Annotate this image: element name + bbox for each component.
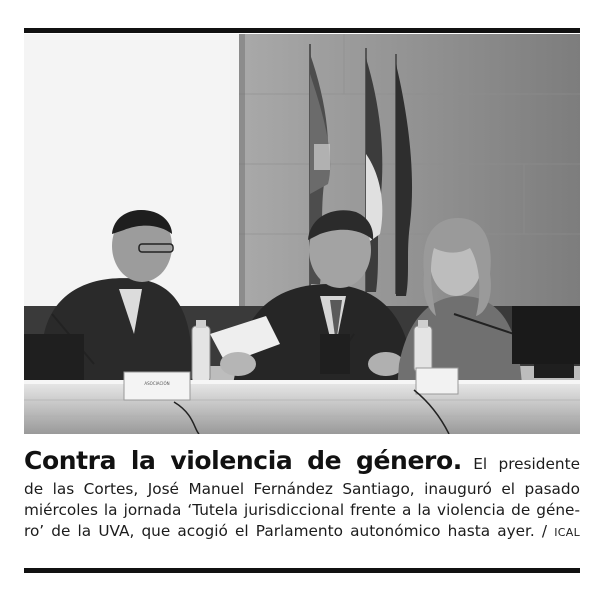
caption-line-1 xyxy=(24,446,580,479)
photo-credit: ICAL xyxy=(554,526,580,539)
caption-line-3: miércoles la jornada ‘Tutela jurisdiccional frente a la violencia de géne- xyxy=(24,501,580,519)
top-rule xyxy=(24,28,580,33)
caption-text-1: El presidente xyxy=(473,455,581,473)
table xyxy=(24,382,580,434)
caption-text-4: ro’ de la UVA, que acogió el Parlamento autonómico hasta ayer. / xyxy=(24,522,548,540)
placard-text: ASOCIACIÓN xyxy=(144,381,170,386)
caption-line-2: de las Cortes, José Manuel Fernández Santiago, inauguró el pasado xyxy=(24,480,580,498)
caption-line-4 xyxy=(24,521,580,543)
photo-caption xyxy=(24,446,580,543)
news-photo xyxy=(24,34,580,434)
bottom-rule xyxy=(24,568,580,573)
caption-headline: Contra la violencia de género. xyxy=(24,446,462,475)
